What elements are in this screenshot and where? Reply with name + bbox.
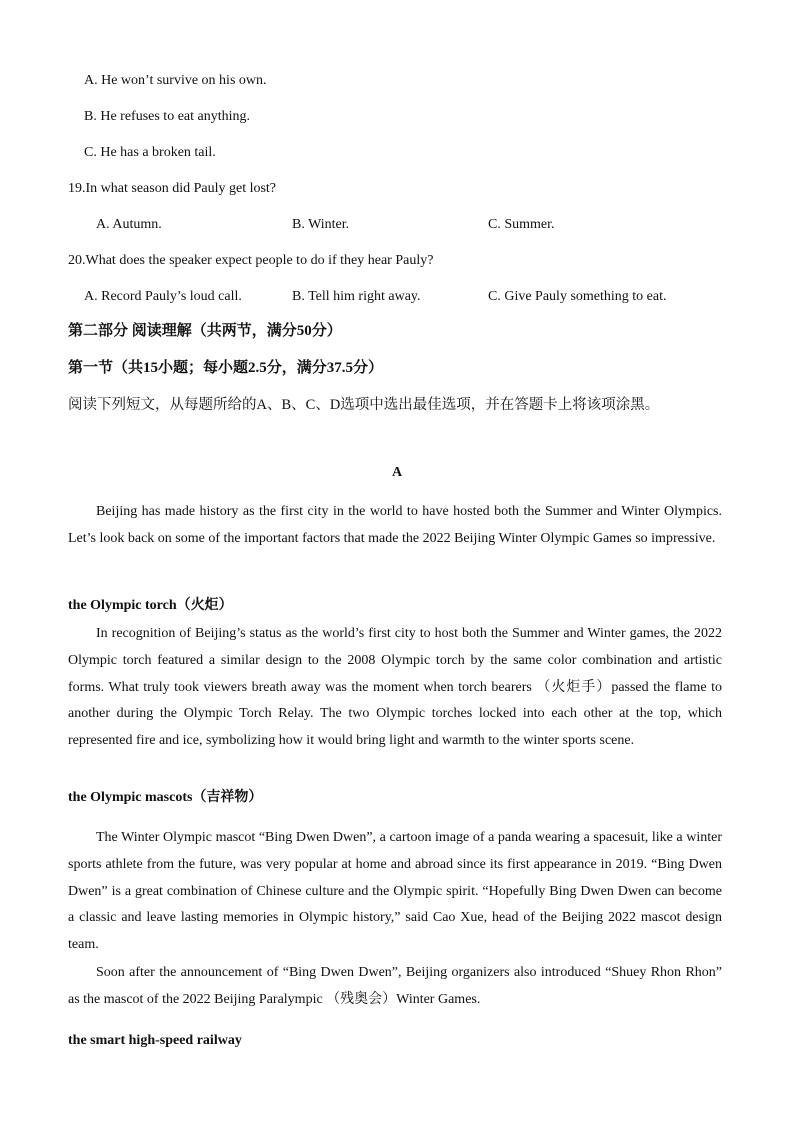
q20-option-b: B. Tell him right away. <box>292 289 421 304</box>
passage-label: A <box>391 465 403 480</box>
q18-option-c: C. He has a broken tail. <box>84 145 216 160</box>
railway-heading: the smart high-speed railway <box>68 1033 242 1048</box>
q20-question: 20.What does the speaker expect people to do if they hear Pauly? <box>68 253 434 268</box>
reading-instruction: 阅读下列短文，从每题所给的A、B、C、D选项中选出最佳选项，并在答题卡上将该项涂黑。 <box>68 397 660 413</box>
q20-option-a: A. Record Pauly’s loud call. <box>84 289 242 304</box>
mascots-paragraph-1: The Winter Olympic mascot “Bing Dwen Dwen”, a cartoon image of a panda wearing a spacesuit, like a winter sports athlete from the future, was very popular at home and abroad since its first appearance in 2019. “Bing Dwen Dwen” is a great combination of Chinese culture and the Olympic spirit. “Hopefully Bing Dwen Dwen can become a classic and leave lasting memories in Olympic history,” said Cao Xue, head of the Beijing 2022 mascot design team. <box>68 830 722 953</box>
passage-intro: Beijing has made history as the first city in the world to have hosted both the Summer and Winter Olympics. Let’s look back on some of the important factors that made the 2022 Beijing Winter Olympic Games so impressive. <box>68 504 722 546</box>
q19-options <box>0 216 794 234</box>
q19-option-a: A. Autumn. <box>96 217 162 232</box>
q19-question: 19.In what season did Pauly get lost? <box>68 181 277 196</box>
q19-option-c: C. Summer. <box>488 217 555 232</box>
q18-option-b: B. He refuses to eat anything. <box>84 109 251 124</box>
q18-option-a: A. He won’t survive on his own. <box>84 73 267 88</box>
mascots-paragraph-2: Soon after the announcement of “Bing Dwen Dwen”, Beijing organizers also introduced “Shuey Rhon Rhon” as the mascot of the 2022 Beijing Paralympic （残奥会）Winter Games. <box>68 965 722 1007</box>
q19-option-b: B. Winter. <box>292 217 350 232</box>
torch-heading: the Olympic torch（火炬） <box>68 598 233 613</box>
q20-options <box>0 288 794 306</box>
section1-title: 第一节（共15小题；每小题2.5分，满分37.5分） <box>68 360 384 376</box>
mascots-heading: the Olympic mascots（吉祥物） <box>68 790 263 805</box>
part2-title: 第二部分 阅读理解（共两节，满分50分） <box>68 323 342 339</box>
torch-paragraph: In recognition of Beijing’s status as the world’s first city to host both the Summer and Winter games, the 2022 Olympic torch featured a similar design to the 2008 Olympic torch by the same color combination and artistic forms. What truly took viewers breath away was the moment when torch bearers （火炬手）passed the flame to another during the Olympic Torch Relay. The two Olympic torches locked into each other at the top, which represented fire and ice, symbolizing how it would bring light and warmth to the winter sports scene. <box>68 626 722 749</box>
q20-option-c: C. Give Pauly something to eat. <box>488 289 667 304</box>
